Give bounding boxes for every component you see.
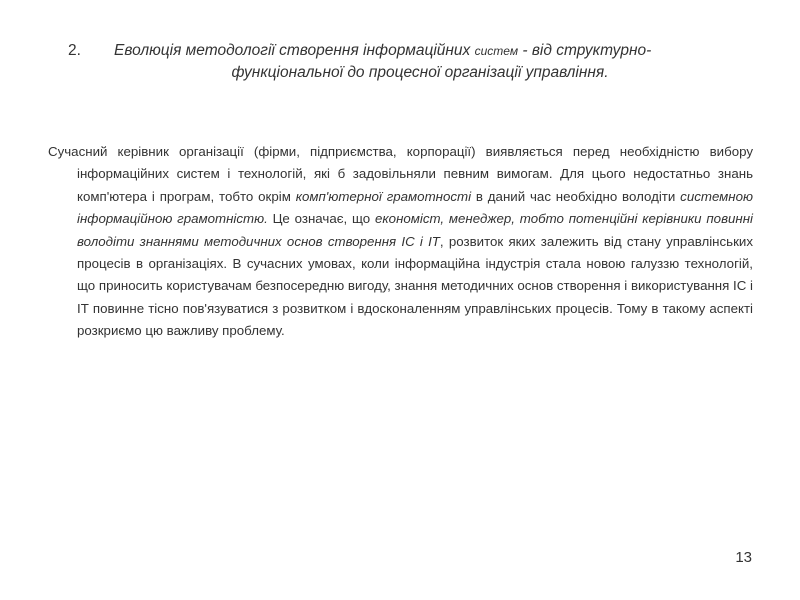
- paragraph-text-2: в даний час необхідно володіти: [471, 188, 681, 204]
- title-text-small: систем: [474, 44, 519, 58]
- paragraph-text-4: , розвиток яких залежить від стану управлінських процесів в організаціях. В сучасних умовах, коли інформаційна індустрія стала новою галуззю технологій, що приносить користувачам безпосередню вигоду, знання методичних основ створення і використування ІС і ІТ повинне тісно пов'язуватися з розвитком і вдосконаленням управлінських процесів. Тому в такому аспекті розкриємо цю важливу проблему.: [77, 233, 753, 339]
- paragraph-emphasis-1: комп'ютерної грамотності: [295, 188, 472, 204]
- paragraph-emphasis-3: економіст, менеджер, тобто потенційні керівники повинні володіти знаннями методичних основ створення ІС і ІТ: [77, 211, 754, 249]
- slide-title: [60, 40, 760, 84]
- page-number: 13: [735, 549, 752, 566]
- paragraph-text-1: Сучасний керівник організації (фірми, підприємства, корпорації) виявляється перед необхідністю вибору інформаційних систем і технологій, які б задовільняли певним вимогам. Для цього недостатньо знань комп'ютера і програм, тобто окрім: [48, 144, 753, 204]
- title-line-1: [60, 40, 760, 62]
- paragraph-text-3: Це означає, що: [267, 211, 375, 227]
- title-text-b: - від структурно-: [518, 42, 652, 59]
- paragraph-emphasis-2: системною інформаційною грамотністю.: [77, 188, 754, 227]
- title-text-a: Еволюція методології створення інформаційних: [114, 42, 475, 59]
- title-line-2: функціональної до процесної організації управління.: [231, 64, 609, 81]
- title-number: 2.: [68, 42, 81, 59]
- body-paragraph: [48, 141, 753, 343]
